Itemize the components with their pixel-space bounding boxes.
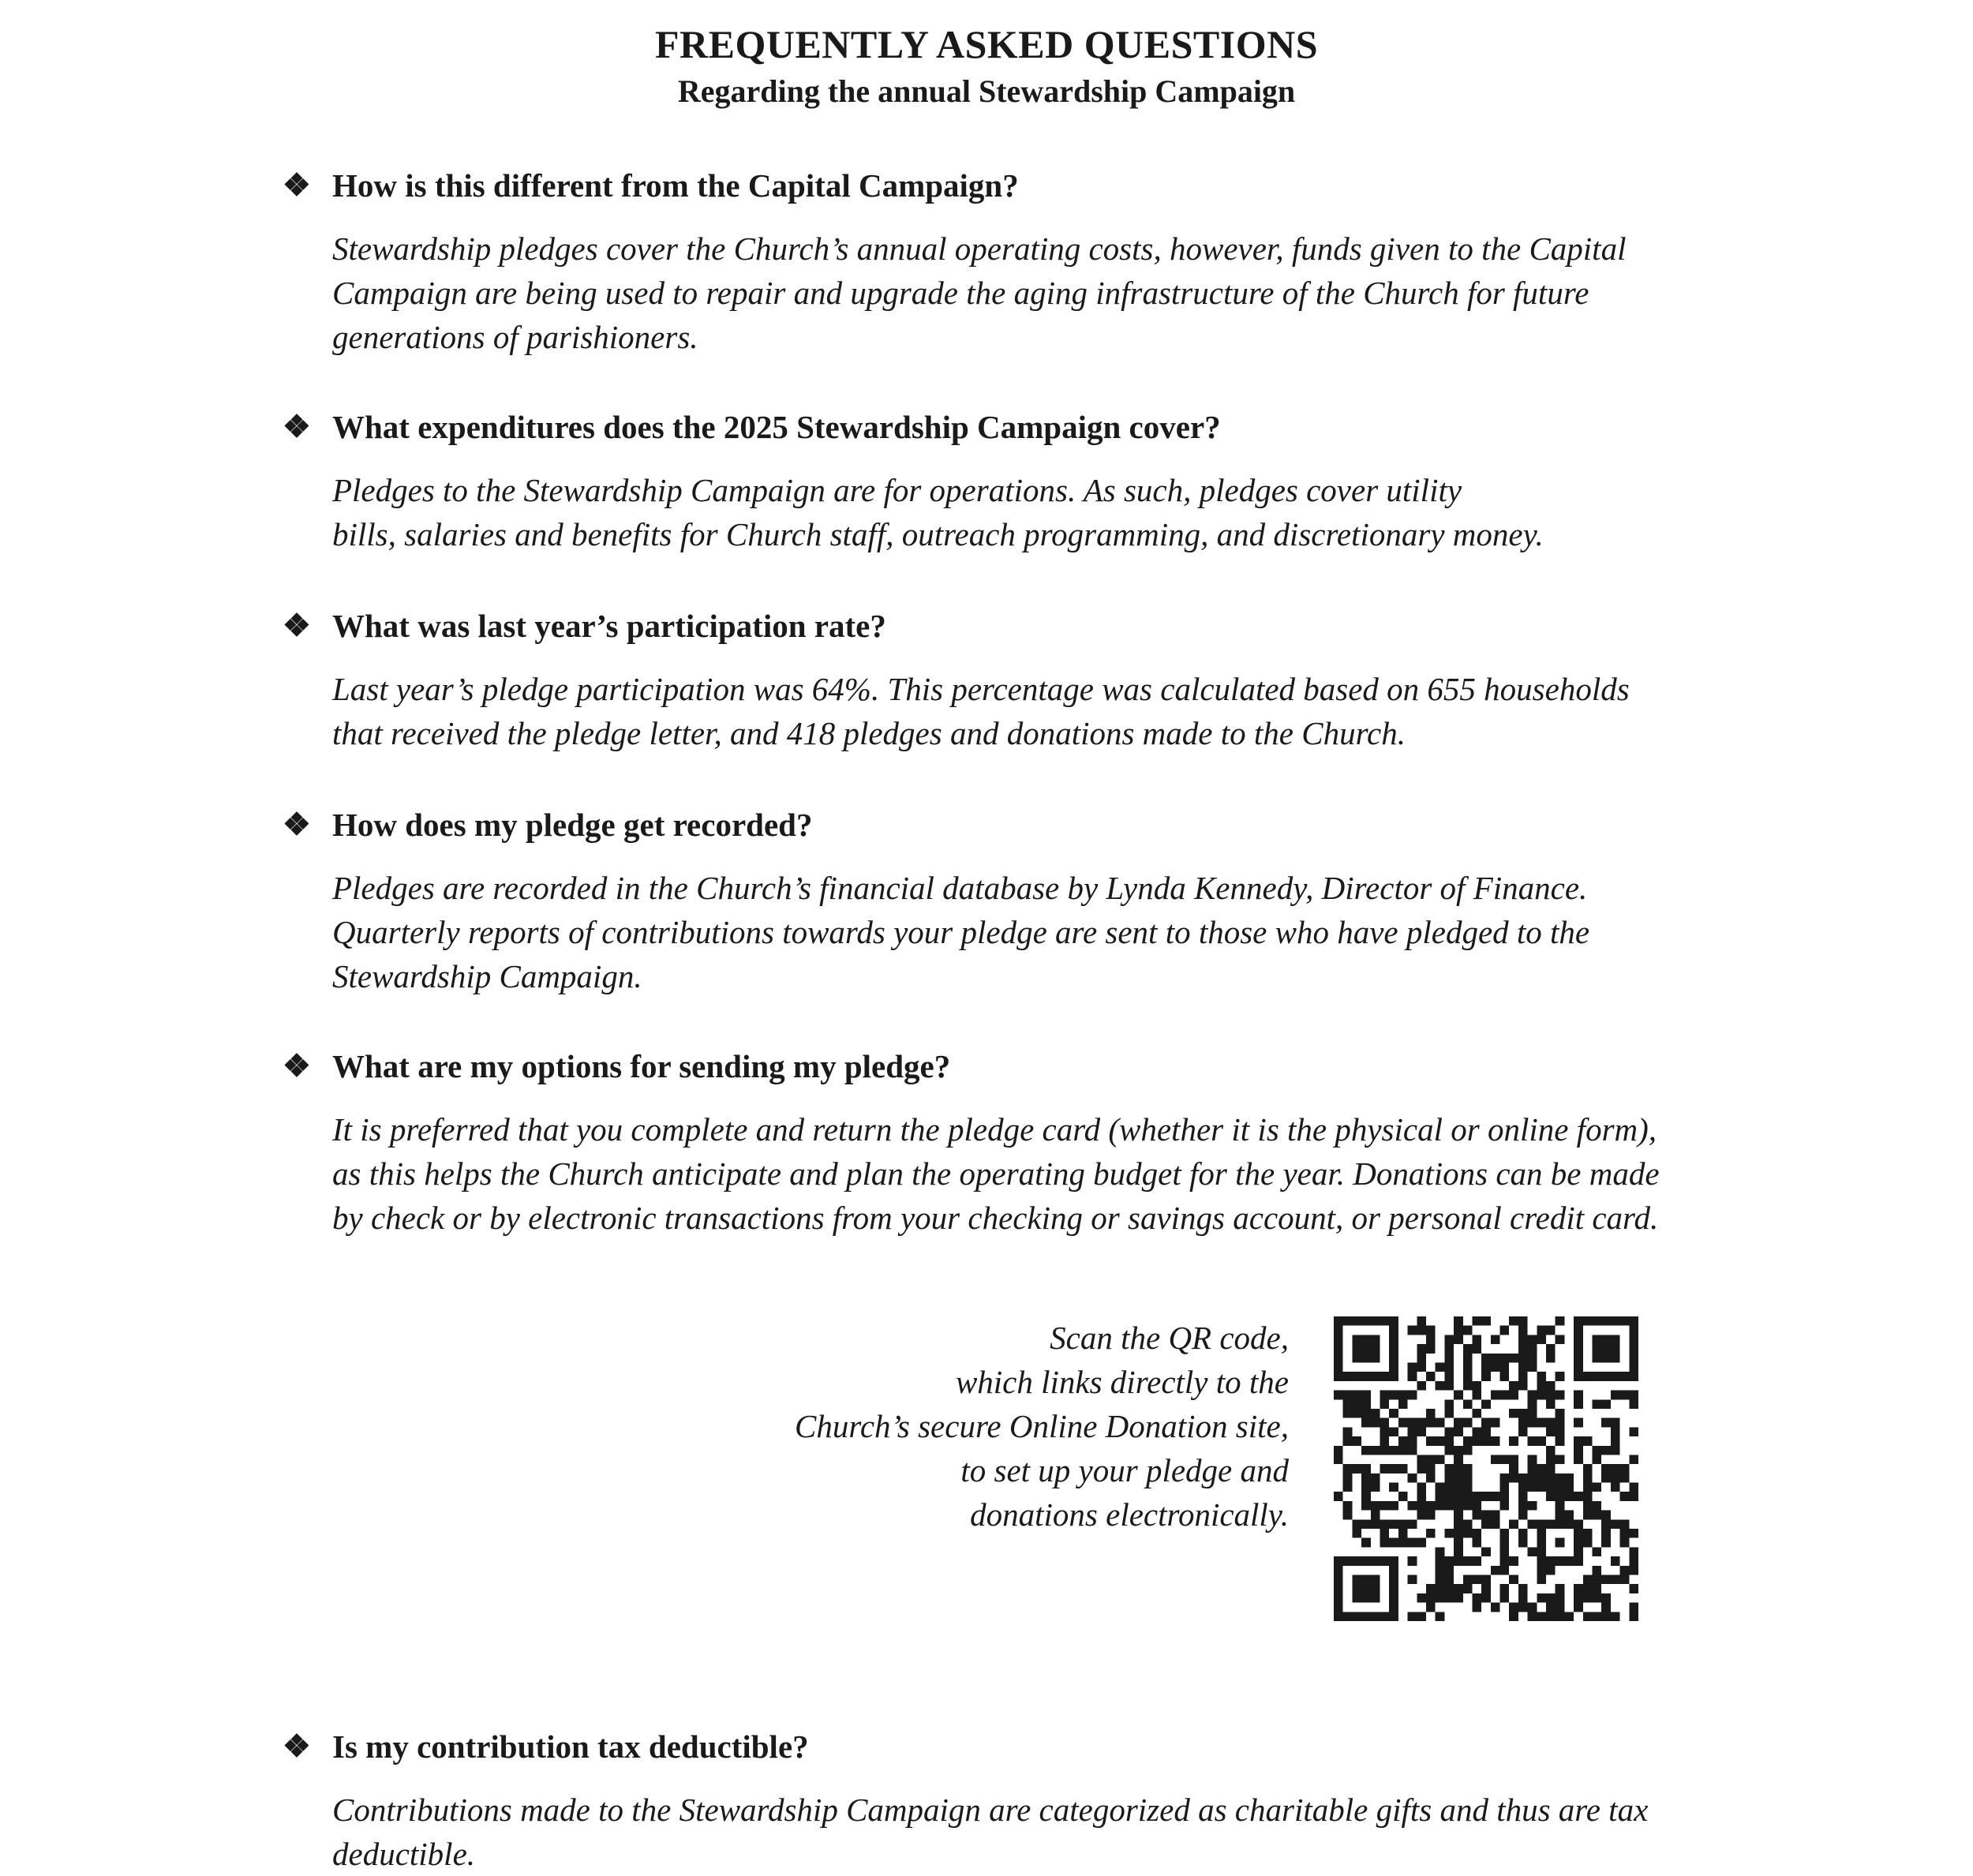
qr-code-icon[interactable] (1334, 1316, 1638, 1621)
qr-caption-line: Church’s secure Online Donation site, (795, 1408, 1289, 1444)
question-text: What expenditures does the 2025 Stewardship Campaign cover? (332, 409, 1221, 445)
answer-line: Stewardship pledges cover the Church’s annual operating costs, however, funds given to the Capital (332, 230, 1627, 267)
diamond-bullet-icon: ❖ (283, 807, 311, 842)
question-text: What are my options for sending my pledge? (332, 1048, 951, 1084)
qr-caption-line: donations electronically. (970, 1496, 1289, 1533)
faq-answer-tax-deductible (332, 1788, 1800, 1876)
qr-caption (578, 1316, 1289, 1537)
question-text: What was last year’s participation rate? (332, 608, 886, 644)
qr-caption-line: Scan the QR code, (1050, 1320, 1289, 1356)
answer-line: Pledges are recorded in the Church’s financial database by Lynda Kennedy, Director of Finance. (332, 870, 1588, 906)
faq-question-capital-campaign (283, 165, 1782, 206)
faq-answer-participation-rate (332, 667, 1800, 755)
diamond-bullet-icon: ❖ (283, 1728, 311, 1764)
answer-line: Stewardship Campaign. (332, 958, 642, 994)
faq-answer-pledge-recorded (332, 866, 1800, 998)
answer-line: Last year’s pledge participation was 64%. This percentage was calculated based on 655 households (332, 671, 1630, 707)
faq-question-sending-options (283, 1046, 1782, 1087)
answer-line: Campaign are being used to repair and upgrade the aging infrastructure of the Church for future (332, 275, 1589, 311)
qr-caption-line: which links directly to the (955, 1364, 1289, 1400)
faq-question-participation-rate (283, 605, 1782, 646)
faq-question-expenditures (283, 406, 1782, 447)
diamond-bullet-icon: ❖ (283, 409, 311, 444)
question-text: How does my pledge get recorded? (332, 807, 813, 843)
answer-line: Pledges to the Stewardship Campaign are for operations. As such, pledges cover utility (332, 472, 1462, 508)
faq-question-pledge-recorded (283, 804, 1782, 845)
answer-line: that received the pledge letter, and 418 pledges and donations made to the Church. (332, 715, 1406, 751)
answer-line: as this helps the Church anticipate and plan the operating budget for the year. Donations can be made (332, 1155, 1660, 1192)
question-text: How is this different from the Capital Campaign? (332, 167, 1019, 204)
diamond-bullet-icon: ❖ (283, 608, 311, 643)
qr-caption-line: to set up your pledge and (960, 1452, 1289, 1488)
faq-answer-sending-options (332, 1107, 1800, 1240)
page-title: FREQUENTLY ASKED QUESTIONS (654, 22, 1319, 66)
answer-line: Contributions made to the Stewardship Campaign are categorized as charitable gifts and thus are tax (332, 1792, 1649, 1828)
faq-question-tax-deductible (283, 1726, 1782, 1767)
answer-line: bills, salaries and benefits for Church staff, outreach programming, and discretionary money. (332, 516, 1544, 552)
page-subtitle: Regarding the annual Stewardship Campaign (677, 73, 1296, 109)
answer-line: It is preferred that you complete and return the pledge card (whether it is the physical or online form), (332, 1111, 1657, 1148)
question-text: Is my contribution tax deductible? (332, 1728, 809, 1765)
answer-line: generations of parishioners. (332, 319, 698, 355)
answer-line: Quarterly reports of contributions towards your pledge are sent to those who have pledged to the (332, 914, 1590, 950)
faq-answer-expenditures (332, 468, 1800, 556)
answer-line: deductible. (332, 1836, 476, 1872)
answer-line: by check or by electronic transactions from your checking or savings account, or personal credit card. (332, 1200, 1659, 1236)
faq-answer-capital-campaign (332, 227, 1800, 359)
diamond-bullet-icon: ❖ (283, 167, 311, 203)
diamond-bullet-icon: ❖ (283, 1048, 311, 1084)
page-header (0, 19, 1973, 114)
